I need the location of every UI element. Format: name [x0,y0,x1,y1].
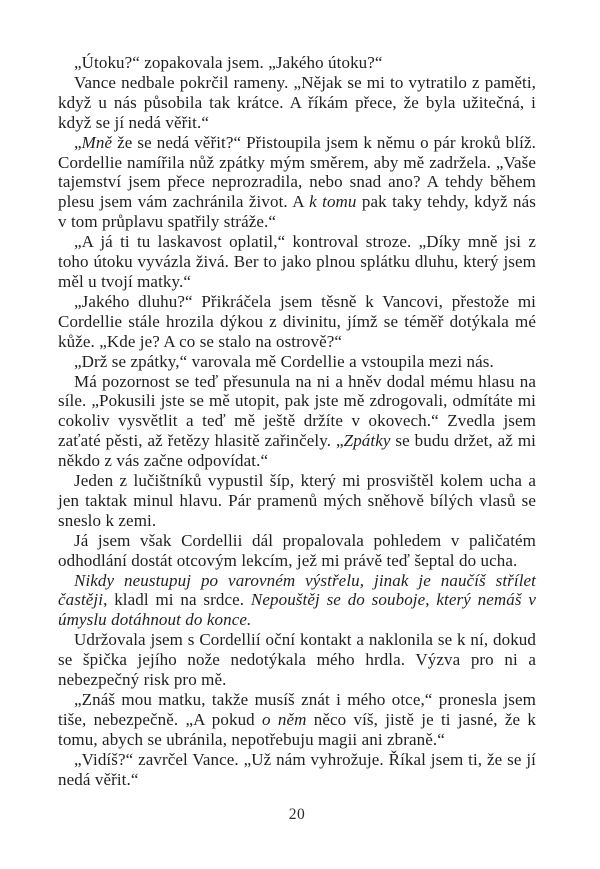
page-footer [58,806,536,824]
paragraph [58,232,536,292]
text-segment: Já jsem však Cordellii dál propalovala pohledem v paličatém odhodlání dostát otcovým lekcím, jež mi právě teď šeptal do ucha. [58,530,536,570]
text-segment: Vance nedbale pokrčil rameny. „Nějak se mi to vytratilo z paměti, když u nás působila tak krátce. A říkám přece, že byla užitečná, i když se jí nedá věřit.“ [58,72,536,132]
text-segment: Udržovala jsem s Cordellií oční kontakt a naklonila se k ní, dokud se špička jejího nože nedotýkala mého hrdla. Výzva pro ni a nebezpečný risk pro mě. [58,630,536,690]
paragraph [58,73,536,133]
page-number: 20 [288,806,306,823]
text-segment: Jeden z lučištníků vypustil šíp, který mi prosvištěl kolem ucha a jen taktak minul hlavu. Pár pramenů mých sněhově bílých vlasů se sneslo k zemi. [58,471,536,530]
italic-text-segment: Zpátky [343,431,391,451]
paragraph [58,133,536,233]
paragraph [58,630,536,690]
text-segment: , kladl mi na srdce. [103,590,251,610]
text-segment: se budu držet, až mi někdo z vás začne odpovídat.“ [58,431,536,471]
italic-text-segment: Nikdy neustupuj po varovném výstřelu, jinak je naučíš střílet častěji [58,570,536,610]
text-segment: „Vidíš?“ zavrčel Vance. „Už nám vyhrožuje. Říkal jsem ti, že se jí nedá věřit.“ [58,749,536,789]
text-segment: „ [74,132,82,152]
text-segment: Má pozornost se teď přesunula na ni a hněv dodal mému hlasu na síle. „Pokusili jste se mě utopit, pak jste mě zdrogovali, odmítáte mi cokoliv vysvětlit a teď mě ještě držíte v okovech.“ Zvedla jsem zaťaté pěsti, až řetězy hlasitě zařinčely. „ [58,371,536,451]
paragraph [58,571,536,631]
text-segment: pak taky tehdy, když nás v tom průplavu spatřily stráže.“ [58,192,536,232]
italic-text-segment: k tomu [309,192,357,212]
italic-text-segment: Mně [81,132,113,152]
text-segment: něco víš, jistě je ti jasné, že k tomu, abych se ubránila, nepotřebuju magii ani zbraně.“ [58,709,537,749]
italic-text-segment: Nepouštěj se do souboje, který nemáš v úmyslu dotáhnout do konce. [58,590,536,630]
text-segment: „Útoku?“ zopakovala jsem. „Jakého útoku?“ [74,53,383,72]
text-segment: „A já ti tu laskavost oplatil,“ kontroval stroze. „Díky mně jsi z toho útoku vyvázla živá. Ber to jako plnou splátku dluhu, který jsem měl u tvojí matky.“ [58,232,536,291]
paragraph [58,750,536,790]
paragraph [58,531,536,571]
text-segment: „Drž se zpátky,“ varovala mě Cordellie a vstoupila mezi nás. [74,351,494,371]
paragraph [58,690,536,750]
paragraph [58,372,536,472]
paragraph [58,53,536,73]
text-segment: že se nedá věřit?“ Přistoupila jsem k němu o pár kroků blíž. Cordellie namířila nůž zpátky mým směrem, aby mě zadržela. „Vaše tajemství jsem přece neprozradila, nebo snad ano? A tehdy během plesu jsem vám zachránila život. A [58,132,536,212]
page-text-block [58,53,536,790]
book-page [58,53,536,790]
text-segment: „Jakého dluhu?“ Přikráčela jsem těsně k Vancovi, přestože mi Cordellie stále hrozila dýkou z divinitu, jímž se téměř dotýkala mé kůže. „Kde je? A co se stalo na ostrově?“ [58,291,536,351]
italic-text-segment: o něm [262,709,307,729]
paragraph [58,352,536,372]
paragraph [58,471,536,531]
text-segment: „Znáš mou matku, takže musíš znát i mého otce,“ pronesla jsem tiše, nebezpečně. „A pokud [58,690,536,729]
paragraph [58,292,536,352]
